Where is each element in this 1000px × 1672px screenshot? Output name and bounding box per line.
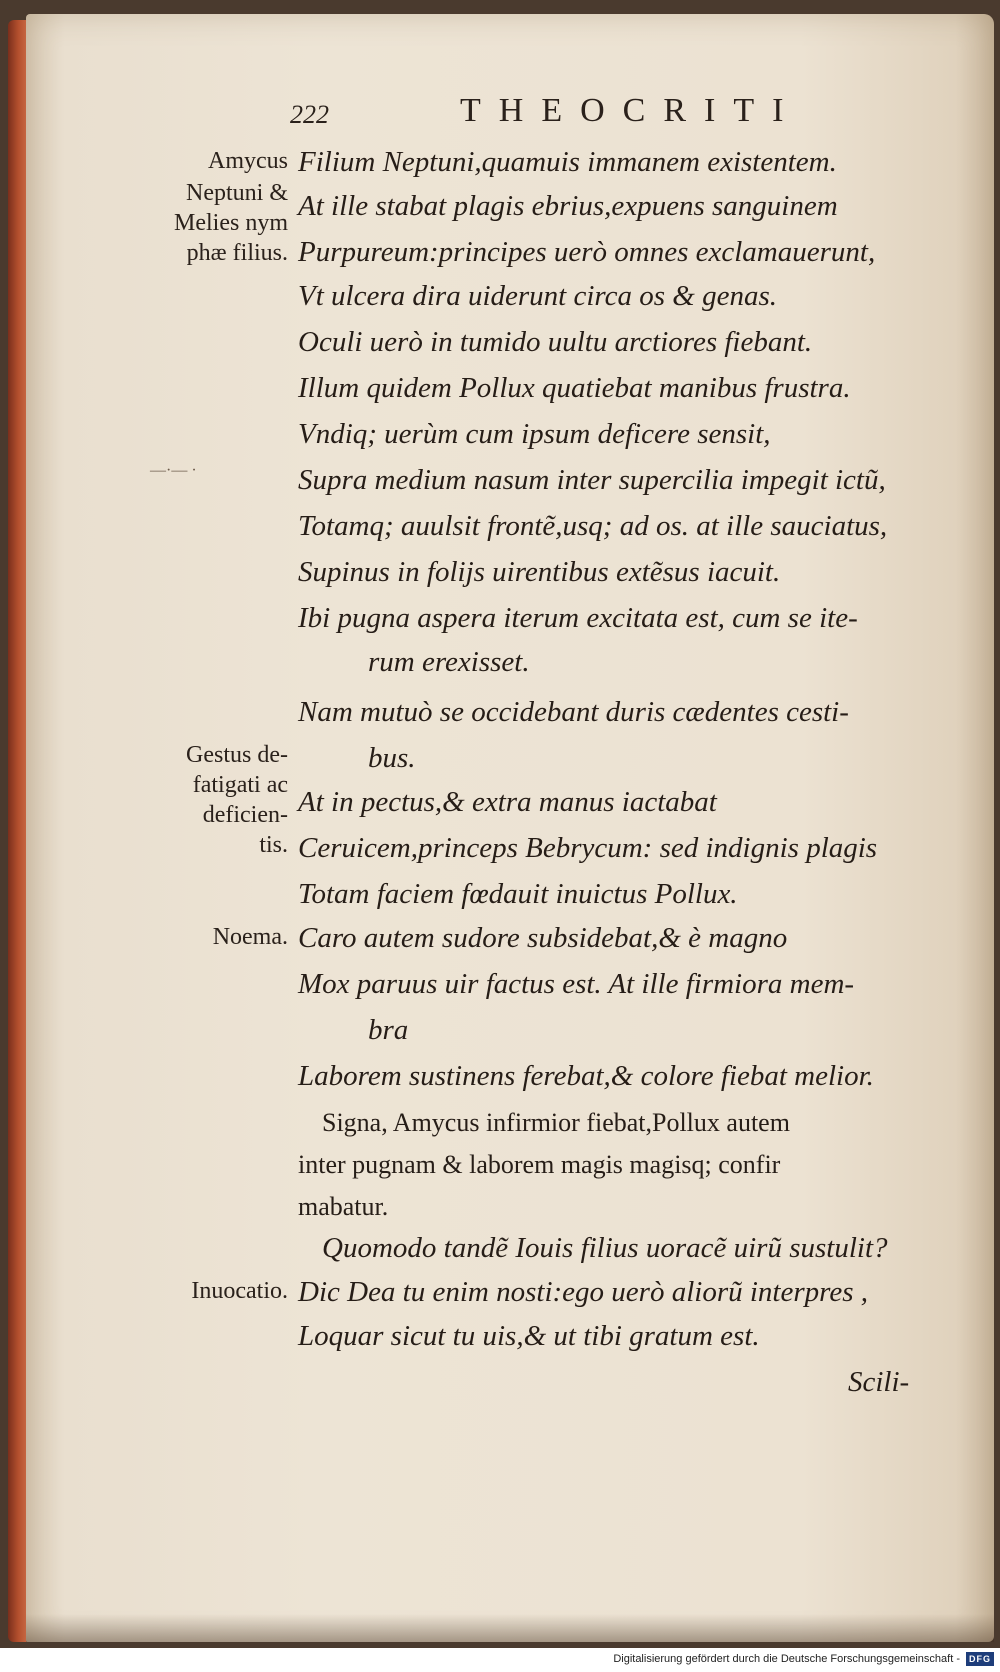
footer-credit: Digitalisierung gefördert durch die Deutsche Forschungsgemeinschaft - <box>613 1653 960 1665</box>
text-line: Signa, Amycus infirmior fiebat,Pollux autem <box>322 1108 790 1137</box>
text-line: Nam mutuò se occidebant duris cædentes cesti- <box>298 696 849 728</box>
text-line: inter pugnam & laborem magis magisq; confir <box>298 1150 781 1179</box>
margin-dash-mark: —·— · <box>150 462 197 479</box>
text-line: Totamq; auulsit frontẽ,usq; ad os. at ille sauciatus, <box>298 510 888 542</box>
text-line: Laborem sustinens ferebat,& colore fiebat melior. <box>298 1060 874 1092</box>
page-number: 222 <box>290 100 329 129</box>
text-line: rum erexisset. <box>368 646 530 678</box>
margin-note-noema: Noema. <box>212 924 288 950</box>
text-line: bus. <box>368 742 416 774</box>
text-line: Dic Dea tu enim nosti:ego uerò aliorũ interpres , <box>298 1276 868 1308</box>
text-line: Totam faciem fœdauit inuictus Pollux. <box>298 878 738 910</box>
margin-note-inuocatio: Inuocatio. <box>191 1278 288 1304</box>
text-line: Caro autem sudore subsidebat,& è magno <box>298 922 788 954</box>
text-line: Illum quidem Pollux quatiebat manibus frustra. <box>298 372 851 404</box>
text-line: Filium Neptuni,quamuis immanem existentem. <box>298 146 837 178</box>
text-line: Purpureum:principes uerò omnes exclamauerunt, <box>298 236 876 268</box>
text-line: At ille stabat plagis ebrius,expuens sanguinem <box>298 190 838 222</box>
text-line: Ceruicem,princeps Bebrycum: sed indignis plagis <box>298 832 878 864</box>
running-title: THEOCRITI <box>460 92 802 129</box>
dfg-logo-icon: DFG <box>966 1652 994 1666</box>
text-line: Supra medium nasum inter supercilia impegit ictũ, <box>298 464 886 496</box>
text-line: mabatur. <box>298 1192 389 1221</box>
margin-note-amycus: Amycus <box>208 148 288 174</box>
text-line: At in pectus,& extra manus iactabat <box>298 786 717 818</box>
text-line: Mox paruus uir factus est. At ille firmiora mem- <box>298 968 855 1000</box>
text-line: Ibi pugna aspera iterum excitata est, cum se ite- <box>298 602 858 634</box>
text-line: Loquar sicut tu uis,& ut tibi gratum est. <box>298 1320 760 1352</box>
margin-note-neptuni: Neptuni & Melies nym phæ filius. <box>174 180 288 266</box>
text-line: bra <box>368 1014 409 1046</box>
footer-bar <box>0 1648 1000 1672</box>
text-line: Oculi uerò in tumido uultu arctiores fiebant. <box>298 326 813 358</box>
text-line: Vt ulcera dira uiderunt circa os & genas. <box>298 280 777 312</box>
text-line: Quomodo tandẽ Iouis filius uoracẽ uirũ sustulit? <box>322 1232 888 1264</box>
catchword: Scili- <box>848 1366 910 1398</box>
page-header <box>290 92 850 138</box>
text-line: Vndiq; uerùm cum ipsum deficere sensit, <box>298 418 771 450</box>
text-line: Supinus in folijs uirentibus extẽsus iacuit. <box>298 556 781 588</box>
page-shadow <box>26 1614 994 1642</box>
margin-note-gestus: Gestus de- fatigati ac deficien- tis. <box>186 742 288 858</box>
